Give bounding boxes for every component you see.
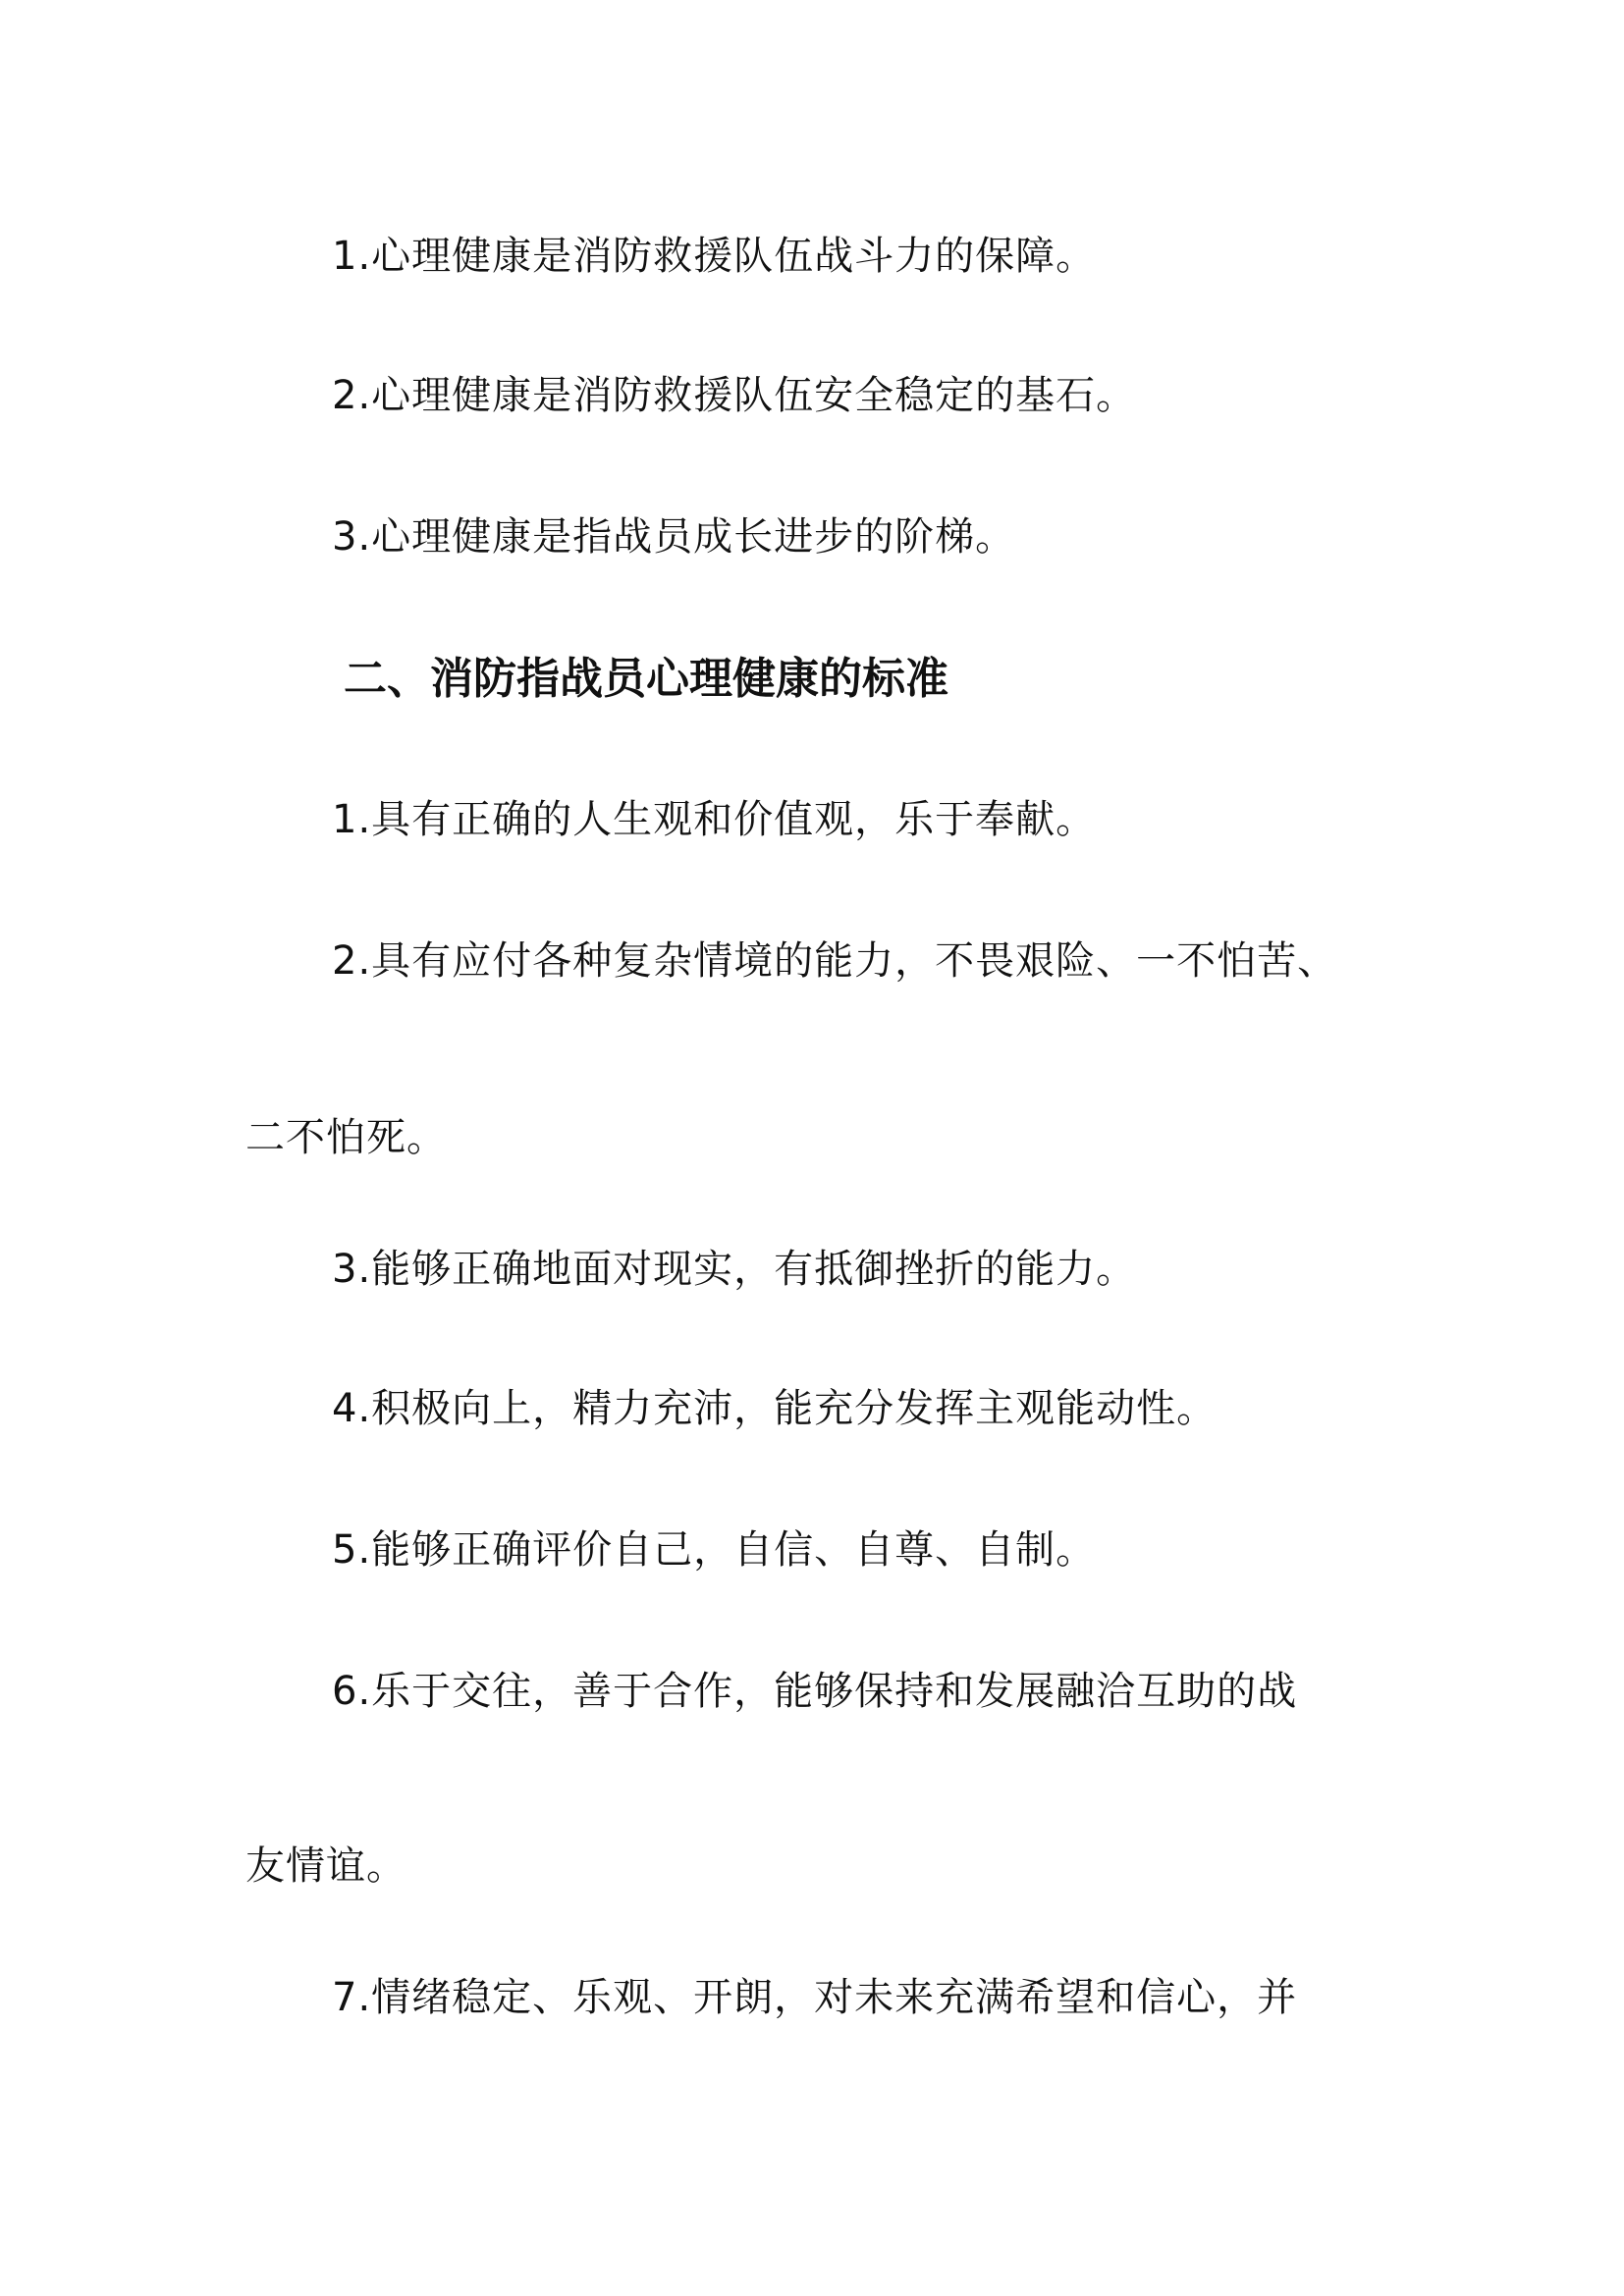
section-heading: 二、消防指战员心理健康的标准: [344, 654, 948, 704]
list-item-continuation: 友情谊。: [245, 1843, 406, 1889]
paragraph-line: 3.心理健康是指战员成长进步的阶梯。: [332, 514, 1016, 560]
list-item: 2.具有应付各种复杂情境的能力，不畏艰险、一不怕苦、: [332, 938, 1338, 984]
list-item: 3.能够正确地面对现实，有抵御挫折的能力。: [332, 1247, 1137, 1292]
list-item: 5.能够正确评价自己，自信、自尊、自制。: [332, 1527, 1097, 1573]
paragraph-line: 2.心理健康是消防救援队伍安全稳定的基石。: [332, 373, 1137, 418]
paragraph-line: 1.心理健康是消防救援队伍战斗力的保障。: [332, 234, 1097, 279]
list-item: 4.积极向上，精力充沛，能充分发挥主观能动性。: [332, 1386, 1218, 1431]
list-item-continuation: 二不怕死。: [245, 1115, 447, 1160]
list-item: 7.情绪稳定、乐观、开朗，对未来充满希望和信心，并: [332, 1975, 1298, 2020]
list-item: 6.乐于交往，善于合作，能够保持和发展融洽互助的战: [332, 1669, 1298, 1714]
list-item: 1.具有正确的人生观和价值观，乐于奉献。: [332, 797, 1097, 842]
